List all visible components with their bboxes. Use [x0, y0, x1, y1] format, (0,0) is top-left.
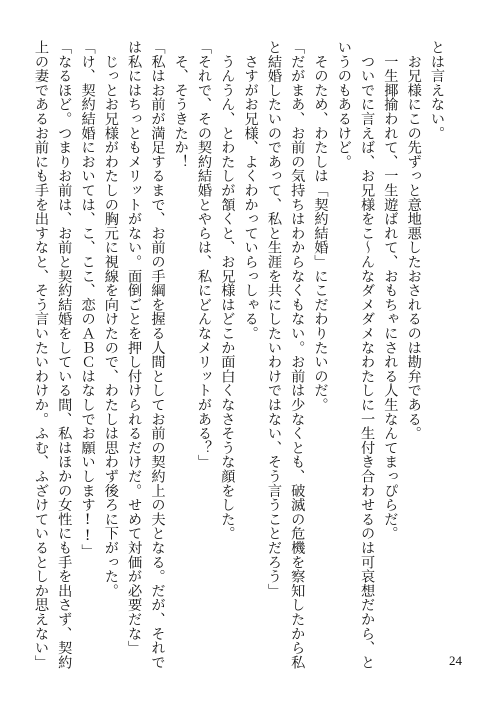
text-line: 「なるほど。つまりお前は、お前と契約結婚をしている間、私はほかの女性にも手を出さず、契約 [56, 40, 73, 670]
text-line: いうのもあるけど。 [335, 40, 352, 169]
text-line: 「それで、その契約結婚とやらは、私にどんなメリットがある？」 [196, 40, 213, 469]
text-line: 「け、契約結婚においては、こ、ここ、恋のＡＢＣはなしでお願いします!!」 [79, 40, 96, 559]
text-line: 「だがまあ、お前の気持ちはわからなくもない。お前は少なくとも、破滅の危機を察知したから私 [289, 40, 306, 670]
text-line: と結婚したいのであって、私と生涯を共にしたいわけではない、そう言うことだろう」 [265, 40, 282, 598]
text-line: ついでに言えば、お兄様をこ～んなダメダメなわたしに一生付き合わせるのは可哀想だから、と [359, 40, 376, 670]
text-line: とは言えない。 [429, 40, 445, 141]
text-line: 「私はお前が満足するまで、お前の手綱を握る人間としてお前の契約上の夫となる。だが、それで [149, 40, 166, 670]
text-line: じっとお兄様がわたしの胸元に視線を向けたので、わたしは思わず後ろに下がった。 [102, 40, 119, 598]
text-line: は私にはちっともメリットがない。面倒ごとを押し付けられるだけだ。せめて対価が必要だな」 [126, 40, 143, 655]
page-number: 24 [449, 653, 462, 668]
text-line: さすがお兄様、よくわかっていらっしゃる。 [242, 40, 259, 341]
text-line: 上の妻であるお前にも手を出すなと、そう言いたいわけか。ふむ、ふざけているとしか思えない」 [32, 40, 49, 670]
text-line: そ、そうきたか！ [172, 40, 189, 169]
text-line: お兄様にこの先ずっと意地悪したおされるのは勘弁である。 [405, 40, 422, 441]
text-line: 一生揶揄われて、一生遊ばれて、おもちゃにされる人生なんてまっぴらだ。 [382, 40, 399, 541]
text-line: そのため、わたしは「契約結婚」にこだわりたいのだ。 [312, 40, 329, 412]
vertical-text-body [32, 40, 448, 670]
text-line: うんうん、とわたしが頷くと、お兄様はどこか面白くなさそうな顔をした。 [219, 40, 236, 541]
